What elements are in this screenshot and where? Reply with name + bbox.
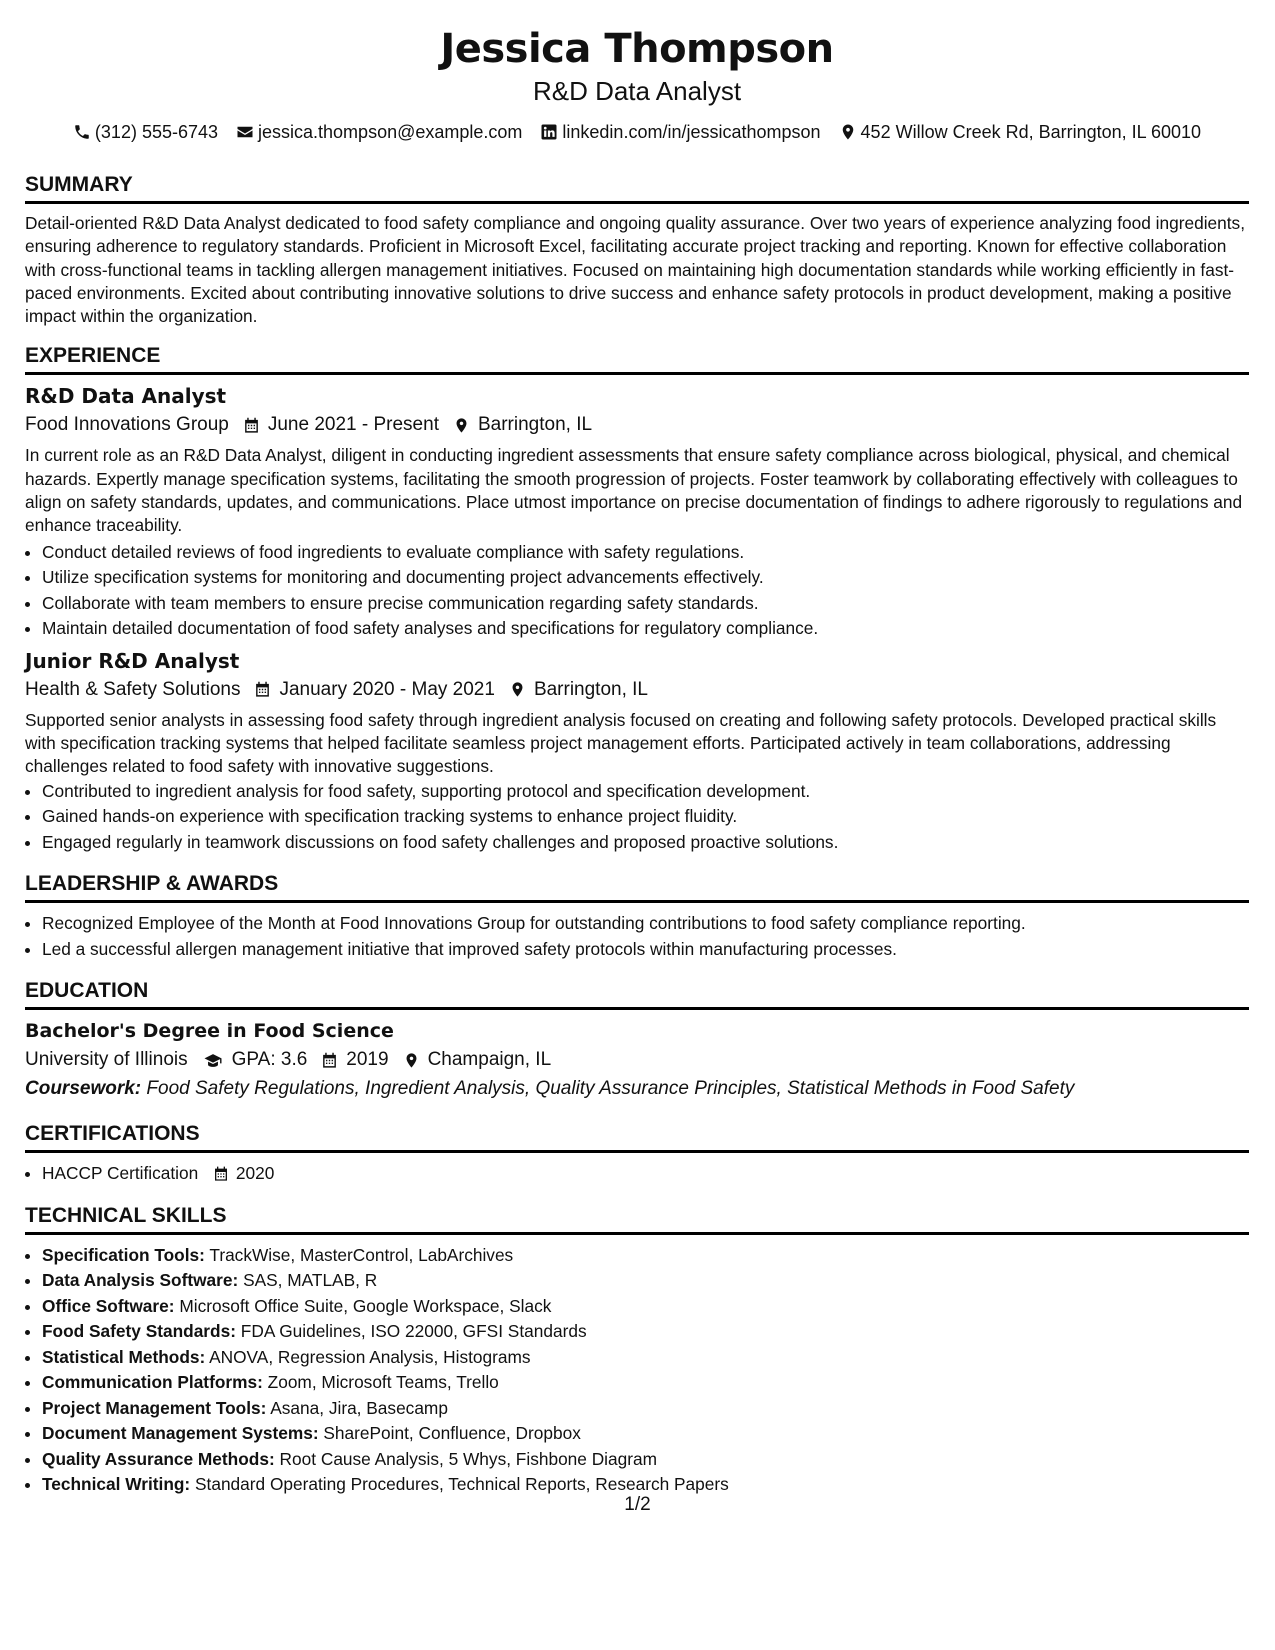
map-pin-icon [403,1052,420,1069]
list-item [42,1421,1249,1447]
linkedin-link[interactable]: linkedin.com/in/jessicathompson [562,122,821,142]
list-item: • Led a successful allergen management initiative that improved safety protocols within manufacturing processes. [42,937,1249,963]
list-item [42,1268,1249,1294]
skill-label: Statistical Methods: [42,1346,206,1367]
list-item [42,1161,1249,1187]
contact-address [839,120,1202,144]
contact-bar [25,120,1249,144]
list-item: • Recognized Employee of the Month at Food Innovations Group for outstanding contributions to food safety compliance reporting. [42,911,1249,937]
job-company: Food Innovations Group [25,414,229,436]
contact-email[interactable] [236,120,522,144]
skill-label: Project Management Tools: [42,1397,267,1418]
contact-phone [73,120,218,144]
list-item [42,1447,1249,1473]
job-bullets [25,540,1249,642]
summary-heading: SUMMARY [25,172,1249,204]
list-item: • Utilize specification systems for monitoring and documenting project advancements effectively. [42,565,1249,591]
skill-value: FDA Guidelines, ISO 22000, GFSI Standards [240,1321,587,1342]
calendar-icon [243,417,260,434]
certifications-heading: CERTIFICATIONS [25,1121,1249,1153]
resume-header [25,25,1249,144]
list-item [42,1294,1249,1320]
linkedin-icon [540,123,558,141]
calendar-icon [213,1166,229,1182]
skill-value: Root Cause Analysis, 5 Whys, Fishbone Diagram [279,1448,658,1469]
school-location: Champaign, IL [427,1049,552,1071]
job-location: Barrington, IL [533,678,649,700]
skill-value: SharePoint, Confluence, Dropbox [323,1423,581,1444]
resume-page [25,0,1249,1498]
list-item [42,1345,1249,1371]
job-entry [25,648,1249,855]
skill-label: Technical Writing: [42,1474,191,1495]
coursework-label: Coursework: [25,1078,142,1100]
graduation-cap-icon [202,1052,224,1069]
envelope-icon [236,123,254,141]
contact-linkedin[interactable] [540,120,820,144]
skill-label: Quality Assurance Methods: [42,1448,275,1469]
degree-title: Bachelor's Degree in Food Science [25,1020,394,1043]
skill-label: Communication Platforms: [42,1372,263,1393]
candidate-name: Jessica Thompson [440,26,834,72]
leadership-section [25,871,1249,962]
calendar-icon [321,1052,338,1069]
coursework [25,1075,1249,1103]
map-pin-icon [839,123,857,141]
job-dates: June 2021 - Present [267,414,439,436]
skill-value: TrackWise, MasterControl, LabArchives [209,1244,514,1265]
skill-value: Standard Operating Procedures, Technical Reports, Research Papers [195,1474,729,1495]
job-company: Health & Safety Solutions [25,678,241,700]
experience-heading: EXPERIENCE [25,343,1249,375]
certifications-section [25,1121,1249,1187]
job-entry [25,383,1249,641]
leadership-list [25,911,1249,962]
summary-text: Detail-oriented R&D Data Analyst dedicated to food safety compliance and ongoing quality assurance. Over two years of experience analyzing food ingredients, ensuring adherence to regulatory standards. Proficient in Microsoft Excel, facilitating accurate project tracking and reporting. Known for effective collaboration with cross-functional teams in tackling allergen management initiatives. Focused on maintaining high documentation standards while working efficiently in fast-paced environments. Excited about contributing innovative solutions to drive success and enhance safety protocols in product development, making a positive impact within the organization. [25,213,1245,327]
job-description: Supported senior analysts in assessing food safety through ingredient analysis focused on creating and following safety protocols. Developed practical skills with specification tracking systems that helped facilitate seamless project management efforts. Participated actively in team collaborations, addressing challenges related to food safety with innovative suggestions. [25,709,1217,777]
skill-label: Specification Tools: [42,1244,205,1265]
job-bullets [25,779,1249,856]
list-item [42,1319,1249,1345]
job-title: R&D Data Analyst [25,384,227,409]
certifications-list [25,1161,1249,1187]
list-item [42,1370,1249,1396]
job-meta [25,412,1249,438]
list-item [42,1396,1249,1422]
job-meta [25,677,1249,703]
skill-value: Asana, Jira, Basecamp [270,1397,448,1418]
education-section [25,978,1249,1103]
certification-year: 2020 [235,1163,275,1184]
job-dates: January 2020 - May 2021 [279,678,495,700]
education-heading: EDUCATION [25,978,1249,1010]
list-item: • Conduct detailed reviews of food ingredients to evaluate compliance with safety regulations. [42,540,1249,566]
skill-label: Office Software: [42,1295,175,1316]
experience-section [25,343,1249,855]
map-pin-icon [453,417,470,434]
skill-label: Food Safety Standards: [42,1321,236,1342]
list-item: • Collaborate with team members to ensure precise communication regarding safety standards. [42,591,1249,617]
summary-section [25,172,1249,328]
job-title: Junior R&D Analyst [25,648,240,673]
skill-value: Zoom, Microsoft Teams, Trello [267,1372,499,1393]
skill-value: Microsoft Office Suite, Google Workspace, Slack [179,1295,552,1316]
list-item: • Gained hands-on experience with specification tracking systems to enhance project fluidity. [42,804,1249,830]
graduation-year: 2019 [346,1049,389,1071]
gpa-text: GPA: 3.6 [231,1049,308,1071]
skill-value: ANOVA, Regression Analysis, Histograms [209,1346,531,1367]
certification-name: HACCP Certification [42,1163,199,1184]
leadership-heading: LEADERSHIP & AWARDS [25,871,1249,903]
skill-label: Data Analysis Software: [42,1270,239,1291]
candidate-title: R&D Data Analyst [532,76,742,106]
phone-icon [73,123,91,141]
map-pin-icon [509,681,526,698]
job-description: In current role as an R&D Data Analyst, diligent in conducting ingredient assessments that ensure safety compliance across biological, physical, and chemical hazards. Expertly manage specification systems, facilitating the smooth progression of projects. Foster teamwork by collaborating effectively with colleagues to align on safety standards, updates, and communications. Place utmost importance on precise documentation of findings to adhere rigorously to regulations and enhance traceability. [25,445,1243,536]
phone-text: (312) 555-6743 [94,122,219,142]
school-name: University of Illinois [25,1049,188,1071]
education-meta [25,1047,1249,1073]
list-item [42,1243,1249,1269]
email-link[interactable]: jessica.thompson@example.com [258,122,523,142]
skill-value: SAS, MATLAB, R [243,1270,378,1291]
list-item: • Maintain detailed documentation of food safety analyses and specifications for regulatory compliance. [42,616,1249,642]
skills-heading: TECHNICAL SKILLS [25,1203,1249,1235]
address-text: 452 Willow Creek Rd, Barrington, IL 60010 [860,122,1202,142]
page-number: 1/2 [624,1494,651,1515]
skills-section [25,1203,1249,1498]
list-item: • Engaged regularly in teamwork discussions on food safety challenges and proposed proactive solutions. [42,830,1249,856]
skill-label: Document Management Systems: [42,1423,319,1444]
skills-list [25,1243,1249,1498]
calendar-icon [254,681,271,698]
list-item: • Contributed to ingredient analysis for food safety, supporting protocol and specification development. [42,779,1249,805]
coursework-list: Food Safety Regulations, Ingredient Analysis, Quality Assurance Principles, Statistical Methods in Food Safety [146,1078,1075,1100]
job-location: Barrington, IL [477,414,593,436]
